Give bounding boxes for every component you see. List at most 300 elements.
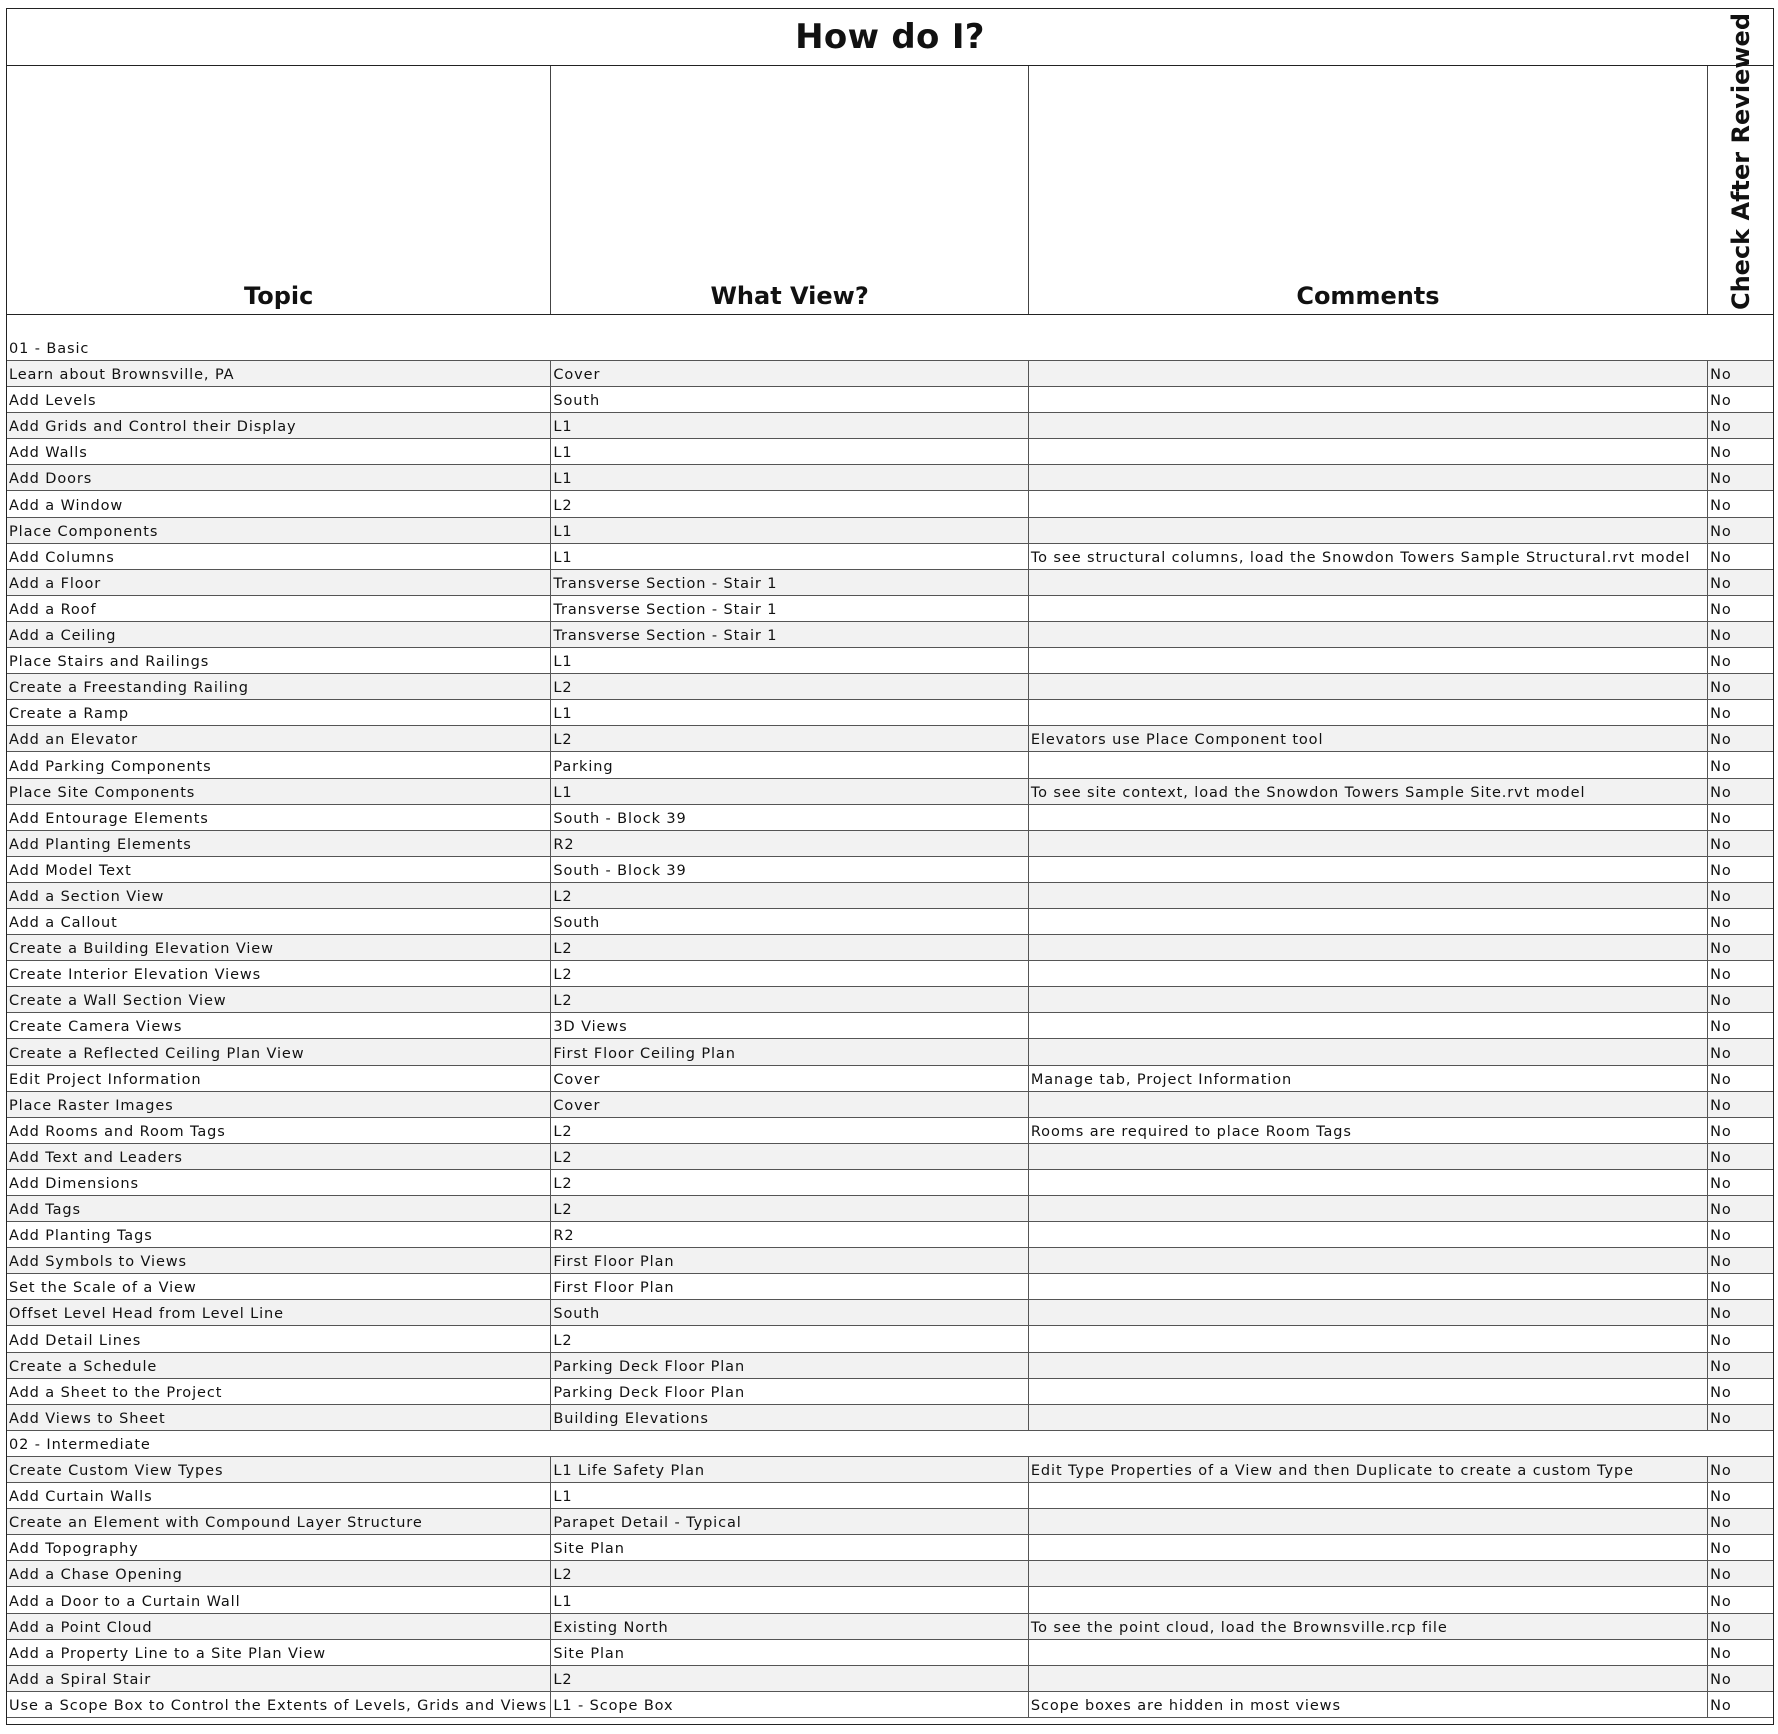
cell-check-text: No	[1710, 1697, 1732, 1714]
cell-check-text: No	[1710, 523, 1732, 540]
cell-topic	[7, 700, 551, 725]
cell-check	[1708, 726, 1773, 751]
cell-check-text: No	[1710, 941, 1732, 958]
cell-what-view-text: L1	[553, 471, 573, 488]
cell-comments	[1029, 1170, 1708, 1195]
cell-comments	[1029, 1692, 1708, 1717]
cell-what-view-text: First Floor Plan	[553, 1280, 675, 1297]
cell-what-view-text: First Floor Plan	[553, 1254, 675, 1271]
cell-topic	[7, 1092, 551, 1117]
cell-topic	[7, 1196, 551, 1221]
table-row	[7, 1144, 1773, 1170]
cell-check	[1708, 1483, 1773, 1508]
cell-what-view-text: L2	[553, 888, 573, 905]
cell-comments	[1029, 465, 1708, 490]
cell-topic-text: Add Parking Components	[9, 758, 212, 775]
cell-check	[1708, 1457, 1773, 1482]
cell-check-text: No	[1710, 758, 1732, 775]
header-comments-label: Comments	[1296, 282, 1440, 310]
cell-topic-text: Add a Sheet to the Project	[9, 1384, 223, 1401]
cell-what-view-text: L1	[553, 419, 573, 436]
cell-topic	[7, 805, 551, 830]
cell-check-text: No	[1710, 1332, 1732, 1349]
cell-what-view	[551, 648, 1028, 673]
cell-topic-text: Add Doors	[9, 471, 93, 488]
cell-comments	[1029, 1379, 1708, 1404]
cell-what-view	[551, 857, 1028, 882]
cell-topic-text: Create an Element with Compound Layer Structure	[9, 1515, 423, 1532]
cell-what-view	[551, 1457, 1028, 1482]
table-row	[7, 465, 1773, 491]
cell-comments	[1029, 987, 1708, 1012]
cell-what-view	[551, 1535, 1028, 1560]
cell-what-view	[551, 1092, 1028, 1117]
cell-topic-text: Create a Ramp	[9, 706, 129, 723]
cell-comments	[1029, 1274, 1708, 1299]
cell-check-text: No	[1710, 810, 1732, 827]
table-row	[7, 387, 1773, 413]
cell-comments	[1029, 1066, 1708, 1091]
cell-topic-text: Add Rooms and Room Tags	[9, 1123, 226, 1140]
cell-topic-text: Place Raster Images	[9, 1097, 174, 1114]
cell-topic-text: Offset Level Head from Level Line	[9, 1306, 284, 1323]
cell-check-text: No	[1710, 575, 1732, 592]
cell-topic	[7, 1326, 551, 1351]
cell-check-text: No	[1710, 1671, 1732, 1688]
cell-topic	[7, 413, 551, 438]
cell-comments	[1029, 1144, 1708, 1169]
cell-check-text: No	[1710, 1515, 1732, 1532]
cell-topic-text: Add a Spiral Stair	[9, 1671, 152, 1688]
cell-check	[1708, 1274, 1773, 1299]
table-row	[7, 1561, 1773, 1587]
cell-what-view	[551, 1039, 1028, 1064]
table-row	[7, 1066, 1773, 1092]
cell-what-view	[551, 883, 1028, 908]
cell-topic-text: Add Curtain Walls	[9, 1489, 153, 1506]
cell-comments	[1029, 1405, 1708, 1430]
cell-what-view	[551, 596, 1028, 621]
page-title: How do I?	[7, 9, 1773, 66]
cell-what-view	[551, 1300, 1028, 1325]
cell-what-view-text: Building Elevations	[553, 1410, 709, 1427]
cell-what-view-text: L1 Life Safety Plan	[553, 1463, 705, 1480]
cell-topic-text: Add Views to Sheet	[9, 1410, 166, 1427]
cell-what-view	[551, 1274, 1028, 1299]
cell-check-text: No	[1710, 1045, 1732, 1062]
cell-what-view-text: Cover	[553, 367, 601, 384]
cell-what-view	[551, 1013, 1028, 1038]
cell-topic	[7, 1457, 551, 1482]
cell-topic	[7, 596, 551, 621]
cell-topic	[7, 752, 551, 777]
table-row	[7, 544, 1773, 570]
table-row	[7, 1457, 1773, 1483]
cell-topic	[7, 570, 551, 595]
cell-comments	[1029, 831, 1708, 856]
cell-topic-text: Use a Scope Box to Control the Extents of Levels, Grids and Views	[9, 1697, 548, 1714]
header-topic	[7, 66, 551, 314]
cell-comments	[1029, 544, 1708, 569]
cell-what-view-text: Cover	[553, 1071, 601, 1088]
cell-topic	[7, 1013, 551, 1038]
table-row	[7, 1405, 1773, 1431]
cell-check-text: No	[1710, 680, 1732, 697]
cell-what-view-text: L2	[553, 732, 573, 749]
cell-check-text: No	[1710, 862, 1732, 879]
cell-what-view-text: South	[553, 1306, 601, 1323]
cell-topic-text: Create Interior Elevation Views	[9, 967, 262, 984]
cell-topic	[7, 1614, 551, 1639]
cell-check-text: No	[1710, 1019, 1732, 1036]
cell-what-view-text: L2	[553, 1567, 573, 1584]
cell-check	[1708, 1640, 1773, 1665]
cell-comments	[1029, 1666, 1708, 1691]
cell-what-view-text: South	[553, 915, 601, 932]
cell-comments	[1029, 1248, 1708, 1273]
cell-topic-text: Add a Callout	[9, 915, 118, 932]
cell-check	[1708, 700, 1773, 725]
cell-what-view	[551, 987, 1028, 1012]
cell-what-view-text: Parking Deck Floor Plan	[553, 1384, 746, 1401]
cell-comments	[1029, 700, 1708, 725]
section-header	[7, 315, 1773, 361]
cell-comments-text: To see structural columns, load the Snowdon Towers Sample Structural.rvt model	[1030, 549, 1691, 566]
cell-topic-text: Add a Roof	[9, 601, 97, 618]
header-check-label: Check After Reviewed	[1726, 12, 1755, 310]
cell-check	[1708, 387, 1773, 412]
table-row	[7, 361, 1773, 387]
cell-topic	[7, 518, 551, 543]
table-row	[7, 726, 1773, 752]
cell-check-text: No	[1710, 1149, 1732, 1166]
cell-check-text: No	[1710, 497, 1732, 514]
cell-check-text: No	[1710, 1463, 1732, 1480]
cell-check-text: No	[1710, 1176, 1732, 1192]
cell-topic-text: Create Custom View Types	[9, 1463, 224, 1480]
cell-comments	[1029, 674, 1708, 699]
cell-check-text: No	[1710, 967, 1732, 984]
cell-what-view-text: L2	[553, 993, 573, 1010]
cell-check-text: No	[1710, 1567, 1732, 1584]
cell-what-view	[551, 1353, 1028, 1378]
cell-what-view	[551, 465, 1028, 490]
cell-topic	[7, 622, 551, 647]
cell-what-view	[551, 674, 1028, 699]
cell-check	[1708, 596, 1773, 621]
cell-check-text: No	[1710, 549, 1732, 566]
cell-check-text: No	[1710, 1358, 1732, 1375]
cell-comments	[1029, 361, 1708, 386]
cell-check	[1708, 805, 1773, 830]
table-row	[7, 1509, 1773, 1535]
cell-check-text: No	[1710, 654, 1732, 671]
cell-topic-text: Add a Window	[9, 497, 124, 514]
cell-topic-text: Add an Elevator	[9, 732, 138, 749]
cell-check-text: No	[1710, 1410, 1732, 1427]
section-header	[7, 1431, 1773, 1457]
table-body	[7, 315, 1773, 1718]
cell-topic-text: Add a Floor	[9, 575, 102, 592]
cell-comments	[1029, 491, 1708, 516]
cell-comments	[1029, 1013, 1708, 1038]
cell-topic	[7, 1170, 551, 1195]
cell-what-view-text: South - Block 39	[553, 862, 687, 879]
cell-topic-text: Add Columns	[9, 549, 115, 566]
cell-what-view	[551, 387, 1028, 412]
cell-check	[1708, 1692, 1773, 1717]
cell-topic	[7, 1587, 551, 1612]
cell-check-text: No	[1710, 1254, 1732, 1271]
cell-comments	[1029, 648, 1708, 673]
cell-what-view-text: L2	[553, 1671, 573, 1688]
cell-check	[1708, 1092, 1773, 1117]
cell-topic-text: Add Topography	[9, 1541, 139, 1558]
cell-check-text: No	[1710, 628, 1732, 645]
cell-comments	[1029, 909, 1708, 934]
cell-topic-text: Add Dimensions	[9, 1176, 139, 1192]
cell-check	[1708, 883, 1773, 908]
cell-check	[1708, 1196, 1773, 1221]
cell-topic	[7, 1535, 551, 1560]
cell-topic	[7, 1666, 551, 1691]
cell-topic-text: Add Planting Tags	[9, 1228, 153, 1245]
cell-what-view-text: L1	[553, 523, 573, 540]
cell-topic	[7, 1379, 551, 1404]
header-what-view	[551, 66, 1028, 314]
cell-check-text: No	[1710, 1228, 1732, 1245]
cell-what-view-text: L1 - Scope Box	[553, 1697, 674, 1714]
table-row	[7, 1379, 1773, 1405]
cell-comments	[1029, 726, 1708, 751]
table-row	[7, 1039, 1773, 1065]
cell-comments-text: To see the point cloud, load the Brownsville.rcp file	[1030, 1619, 1448, 1636]
table-row	[7, 805, 1773, 831]
cell-topic-text: Create a Schedule	[9, 1358, 158, 1375]
cell-check	[1708, 544, 1773, 569]
cell-check	[1708, 1326, 1773, 1351]
cell-topic	[7, 909, 551, 934]
cell-topic	[7, 1692, 551, 1717]
cell-check-text: No	[1710, 1593, 1732, 1610]
cell-check-text: No	[1710, 1489, 1732, 1506]
cell-check	[1708, 1066, 1773, 1091]
cell-what-view	[551, 752, 1028, 777]
cell-check	[1708, 491, 1773, 516]
cell-check	[1708, 1614, 1773, 1639]
cell-topic-text: Add Levels	[9, 393, 97, 410]
table-row	[7, 674, 1773, 700]
cell-comments	[1029, 805, 1708, 830]
cell-topic-text: Add Detail Lines	[9, 1332, 142, 1349]
cell-what-view	[551, 961, 1028, 986]
table-row	[7, 1483, 1773, 1509]
cell-topic	[7, 1353, 551, 1378]
table-row	[7, 413, 1773, 439]
cell-what-view	[551, 1666, 1028, 1691]
cell-topic	[7, 1144, 551, 1169]
cell-comments	[1029, 857, 1708, 882]
table-row	[7, 1013, 1773, 1039]
cell-topic	[7, 544, 551, 569]
cell-comments	[1029, 1222, 1708, 1247]
table-row	[7, 622, 1773, 648]
cell-topic-text: Edit Project Information	[9, 1071, 202, 1088]
cell-topic	[7, 1483, 551, 1508]
cell-comments	[1029, 596, 1708, 621]
cell-what-view-text: Site Plan	[553, 1541, 625, 1558]
cell-what-view-text: L2	[553, 680, 573, 697]
table-row	[7, 596, 1773, 622]
cell-what-view-text: Parking Deck Floor Plan	[553, 1358, 746, 1375]
cell-check	[1708, 465, 1773, 490]
cell-what-view	[551, 544, 1028, 569]
cell-topic-text: Create a Freestanding Railing	[9, 680, 249, 697]
cell-what-view	[551, 518, 1028, 543]
table-row	[7, 1666, 1773, 1692]
section-name: 02 - Intermediate	[9, 1436, 151, 1453]
cell-comments-text: Elevators use Place Component tool	[1030, 732, 1324, 749]
cell-what-view-text: L2	[553, 967, 573, 984]
cell-topic	[7, 1300, 551, 1325]
table-row	[7, 1196, 1773, 1222]
table-row	[7, 1692, 1773, 1718]
cell-check	[1708, 1405, 1773, 1430]
cell-comments-text: Edit Type Properties of a View and then Duplicate to create a custom Type	[1030, 1463, 1634, 1480]
cell-check	[1708, 779, 1773, 804]
cell-check	[1708, 857, 1773, 882]
cell-topic-text: Learn about Brownsville, PA	[9, 367, 235, 384]
cell-comments	[1029, 1509, 1708, 1534]
cell-what-view	[551, 779, 1028, 804]
table-row	[7, 1274, 1773, 1300]
cell-check	[1708, 413, 1773, 438]
cell-what-view	[551, 413, 1028, 438]
table-row	[7, 831, 1773, 857]
cell-comments	[1029, 1039, 1708, 1064]
cell-check-text: No	[1710, 732, 1732, 749]
header-check-after-reviewed	[1708, 12, 1773, 314]
cell-check-text: No	[1710, 601, 1732, 618]
cell-comments	[1029, 1614, 1708, 1639]
cell-topic-text: Create a Wall Section View	[9, 993, 227, 1010]
cell-topic-text: Set the Scale of a View	[9, 1280, 197, 1297]
table-row	[7, 439, 1773, 465]
cell-topic-text: Add a Property Line to a Site Plan View	[9, 1645, 327, 1662]
cell-comments	[1029, 1353, 1708, 1378]
cell-check	[1708, 1170, 1773, 1195]
cell-topic-text: Place Stairs and Railings	[9, 654, 210, 671]
cell-what-view	[551, 1170, 1028, 1195]
table-row	[7, 1170, 1773, 1196]
cell-what-view	[551, 622, 1028, 647]
cell-what-view	[551, 1196, 1028, 1221]
cell-what-view-text: Transverse Section - Stair 1	[553, 575, 778, 592]
cell-check-text: No	[1710, 445, 1732, 462]
cell-topic	[7, 935, 551, 960]
header-comments	[1029, 66, 1708, 314]
cell-topic	[7, 1509, 551, 1534]
cell-topic	[7, 1118, 551, 1143]
cell-check-text: No	[1710, 393, 1732, 410]
cell-check-text: No	[1710, 915, 1732, 932]
header-what-view-label: What View?	[710, 282, 869, 310]
table-row	[7, 1248, 1773, 1274]
cell-what-view	[551, 1405, 1028, 1430]
cell-what-view	[551, 1248, 1028, 1273]
cell-topic	[7, 961, 551, 986]
cell-topic	[7, 883, 551, 908]
cell-check-text: No	[1710, 1097, 1732, 1114]
cell-check	[1708, 961, 1773, 986]
cell-check-text: No	[1710, 836, 1732, 853]
cell-topic-text: Add a Door to a Curtain Wall	[9, 1593, 241, 1610]
table-row	[7, 779, 1773, 805]
cell-topic	[7, 726, 551, 751]
cell-what-view	[551, 1379, 1028, 1404]
table-row	[7, 1614, 1773, 1640]
cell-what-view-text: L2	[553, 497, 573, 514]
cell-what-view-text: Site Plan	[553, 1645, 625, 1662]
cell-what-view-text: L2	[553, 1149, 573, 1166]
cell-topic	[7, 1039, 551, 1064]
cell-what-view	[551, 831, 1028, 856]
table-row	[7, 909, 1773, 935]
cell-check-text: No	[1710, 1202, 1732, 1219]
table-row	[7, 1640, 1773, 1666]
cell-comments	[1029, 1326, 1708, 1351]
table-row	[7, 570, 1773, 596]
table-row	[7, 700, 1773, 726]
table-row	[7, 518, 1773, 544]
cell-what-view-text: L2	[553, 941, 573, 958]
cell-topic	[7, 465, 551, 490]
cell-what-view-text: Parapet Detail - Typical	[553, 1515, 742, 1532]
cell-comments	[1029, 1561, 1708, 1586]
cell-topic-text: Add a Point Cloud	[9, 1619, 153, 1636]
cell-what-view-text: L1	[553, 706, 573, 723]
table-row	[7, 1118, 1773, 1144]
section-name: 01 - Basic	[9, 341, 90, 357]
table-row	[7, 883, 1773, 909]
cell-check	[1708, 648, 1773, 673]
cell-what-view-text: L1	[553, 1593, 573, 1610]
cell-check	[1708, 1222, 1773, 1247]
cell-what-view	[551, 1222, 1028, 1247]
cell-what-view	[551, 935, 1028, 960]
cell-check-text: No	[1710, 1384, 1732, 1401]
cell-check	[1708, 674, 1773, 699]
cell-topic	[7, 857, 551, 882]
cell-comments	[1029, 1300, 1708, 1325]
cell-what-view	[551, 1066, 1028, 1091]
cell-what-view	[551, 909, 1028, 934]
cell-topic-text: Add Entourage Elements	[9, 810, 209, 827]
cell-topic-text: Add Model Text	[9, 862, 132, 879]
cell-what-view-text: Existing North	[553, 1619, 669, 1636]
cell-topic	[7, 439, 551, 464]
cell-check	[1708, 1587, 1773, 1612]
cell-comments	[1029, 1092, 1708, 1117]
cell-check	[1708, 935, 1773, 960]
cell-what-view	[551, 1561, 1028, 1586]
cell-what-view-text: Cover	[553, 1097, 601, 1114]
cell-what-view	[551, 1144, 1028, 1169]
cell-what-view-text: South - Block 39	[553, 810, 687, 827]
cell-comments	[1029, 1118, 1708, 1143]
table-row	[7, 961, 1773, 987]
cell-topic-text: Place Components	[9, 523, 159, 540]
